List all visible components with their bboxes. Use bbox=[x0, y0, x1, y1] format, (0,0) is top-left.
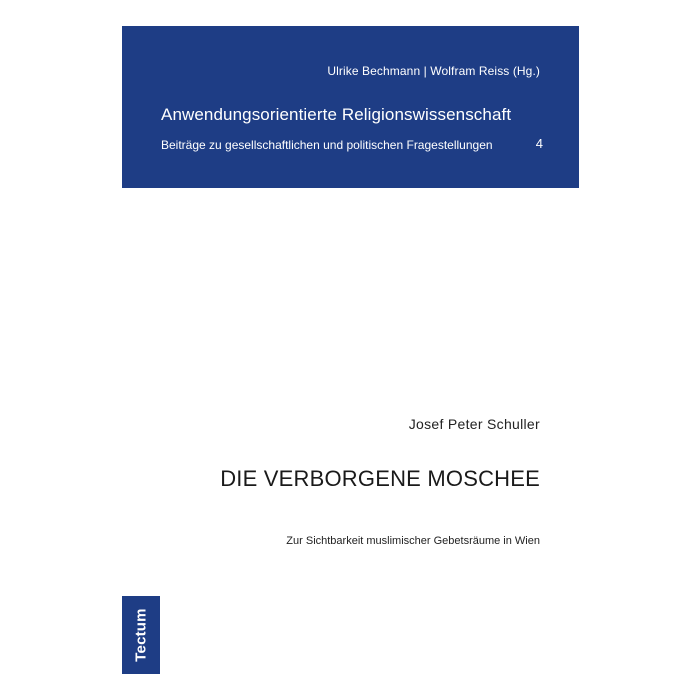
publisher-logo: Tectum bbox=[132, 608, 150, 662]
publisher-logo-box bbox=[122, 596, 160, 674]
book-cover bbox=[122, 26, 579, 674]
book-title: DIE VERBORGENE MOSCHEE bbox=[220, 466, 540, 491]
series-banner bbox=[122, 26, 579, 188]
book-author: Josef Peter Schuller bbox=[408, 416, 540, 432]
series-title: Anwendungsorientierte Religionswissenschaft bbox=[161, 105, 512, 124]
series-volume-number: 4 bbox=[535, 136, 543, 151]
series-editors: Ulrike Bechmann | Wolfram Reiss (Hg.) bbox=[327, 64, 540, 78]
series-subtitle: Beiträge zu gesellschaftlichen und politischen Fragestellungen bbox=[161, 138, 493, 152]
book-subtitle: Zur Sichtbarkeit muslimischer Gebetsräume in Wien bbox=[286, 535, 540, 547]
